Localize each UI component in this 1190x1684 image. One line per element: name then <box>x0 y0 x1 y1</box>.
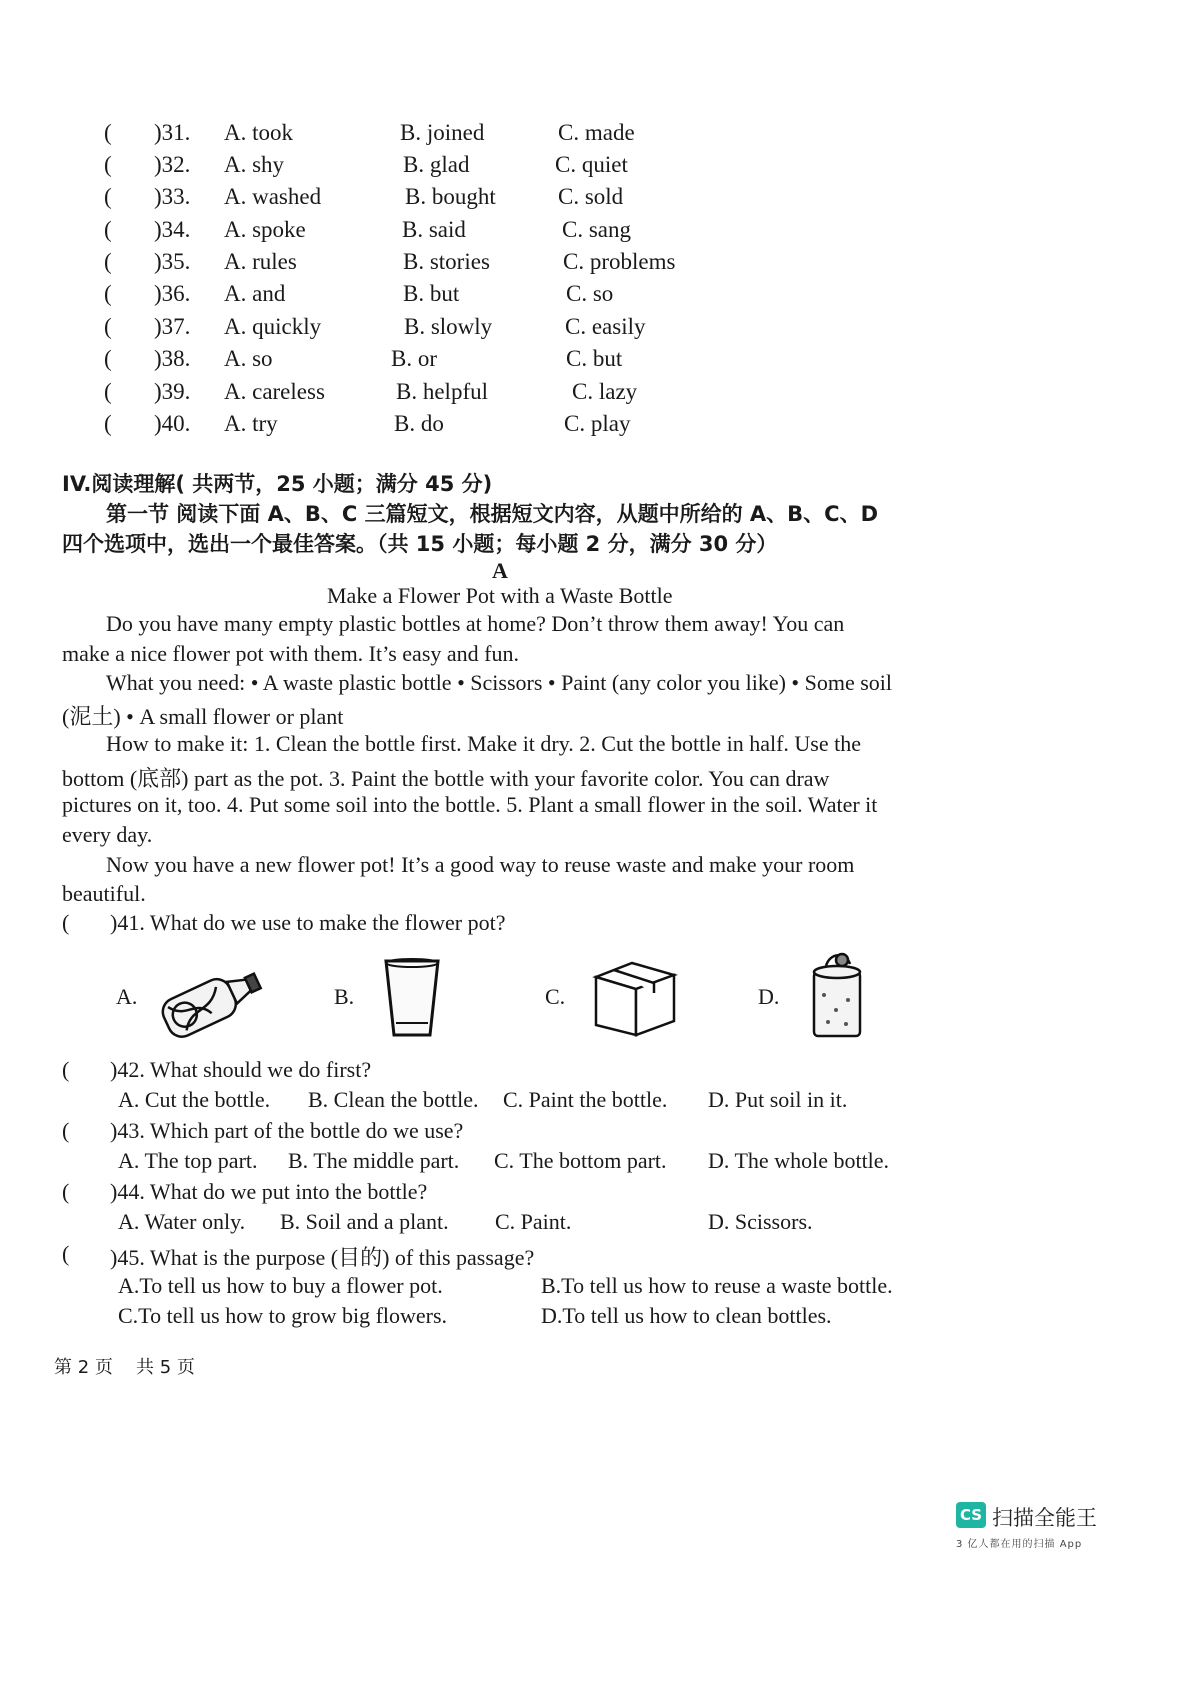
cloze-number: )38. <box>154 346 191 371</box>
cloze-option-b: B. helpful <box>396 379 488 404</box>
passage-p4-line2: beautiful. <box>62 881 146 906</box>
answer-paren-42[interactable]: ( <box>62 1057 70 1082</box>
cardboard-box-icon <box>592 955 678 1039</box>
answer-paren-44[interactable]: ( <box>62 1179 70 1204</box>
scanner-slogan: 3 亿人都在用的扫描 App <box>956 1539 1083 1550</box>
passage-p1-line2: make a nice flower pot with them. It’s easy and fun. <box>62 641 519 666</box>
q41-option-a-label: A. <box>116 984 138 1009</box>
cloze-option-b: B. slowly <box>404 314 493 339</box>
answer-paren-37[interactable]: ( <box>104 314 112 339</box>
passage-p1-line1: Do you have many empty plastic bottles at home? Don’t throw them away! You can <box>106 611 845 636</box>
q44-option-a: A. Water only. <box>118 1209 246 1234</box>
passage-title: Make a Flower Pot with a Waste Bottle <box>327 583 673 608</box>
passage-p3-line3: pictures on it, too. 4. Put some soil into the bottle. 5. Plant a small flower in the soil. Water it <box>62 792 878 817</box>
q45-option-b: B.To tell us how to reuse a waste bottle. <box>541 1273 893 1298</box>
part1-instruction-line2: 四个选项中，选出一个最佳答案。（共 15 小题；每小题 2 分，满分 30 分） <box>62 532 778 556</box>
question-45: )45. What is the purpose (目的) of this passage? <box>110 1245 535 1270</box>
cloze-option-c: C. so <box>566 281 614 306</box>
cloze-number: )39. <box>154 379 191 404</box>
cloze-option-b: B. said <box>402 217 466 242</box>
cloze-option-a: A. and <box>224 281 286 306</box>
answer-paren-39[interactable]: ( <box>104 379 112 404</box>
cloze-option-a: A. careless <box>224 379 325 404</box>
cloze-number: )37. <box>154 314 191 339</box>
cloze-option-c: C. problems <box>563 249 676 274</box>
answer-paren-33[interactable]: ( <box>104 184 112 209</box>
footer-page-number: 第 2 页 <box>54 1357 113 1378</box>
q41-option-c-label: C. <box>545 984 566 1009</box>
plastic-bottle-icon <box>152 952 272 1052</box>
cloze-option-a: A. quickly <box>224 314 322 339</box>
q43-option-d: D. The whole bottle. <box>708 1148 890 1173</box>
part1-instruction-line1: 第一节 阅读下面 A、B、C 三篇短文，根据短文内容，从题中所给的 A、B、C、D <box>106 502 879 526</box>
cloze-option-a: A. shy <box>224 152 285 177</box>
cloze-option-a: A. rules <box>224 249 297 274</box>
cloze-option-b: B. or <box>391 346 437 371</box>
q44-option-c: C. Paint. <box>495 1209 572 1234</box>
question-42: )42. What should we do first? <box>110 1057 372 1082</box>
section-title: IV.阅读理解( 共两节，25 小题；满分 45 分) <box>62 472 493 496</box>
cloze-number: )31. <box>154 120 191 145</box>
passage-p3-line4: every day. <box>62 822 153 847</box>
cloze-number: )33. <box>154 184 191 209</box>
cloze-option-a: A. washed <box>224 184 322 209</box>
cloze-option-b: B. joined <box>400 120 485 145</box>
answer-paren-32[interactable]: ( <box>104 152 112 177</box>
cloze-option-c: C. but <box>566 346 623 371</box>
footer-total-pages: 共 5 页 <box>136 1357 195 1378</box>
answer-paren-41[interactable]: ( <box>62 910 70 935</box>
passage-letter: A <box>492 558 508 583</box>
cloze-option-b: B. do <box>394 411 444 436</box>
cloze-option-b: B. glad <box>403 152 470 177</box>
q45-option-c: C.To tell us how to grow big flowers. <box>118 1303 448 1328</box>
q44-option-d: D. Scissors. <box>708 1209 813 1234</box>
cloze-number: )34. <box>154 217 191 242</box>
question-41: )41. What do we use to make the flower pot? <box>110 910 506 935</box>
q42-option-b: B. Clean the bottle. <box>308 1087 479 1112</box>
q42-option-a: A. Cut the bottle. <box>118 1087 271 1112</box>
cloze-option-c: C. made <box>558 120 635 145</box>
answer-paren-36[interactable]: ( <box>104 281 112 306</box>
cloze-number: )36. <box>154 281 191 306</box>
cloze-option-b: B. but <box>403 281 460 306</box>
answer-paren-38[interactable]: ( <box>104 346 112 371</box>
question-43: )43. Which part of the bottle do we use? <box>110 1118 464 1143</box>
passage-p4-line1: Now you have a new flower pot! It’s a good way to reuse waste and make your room <box>106 852 855 877</box>
answer-paren-34[interactable]: ( <box>104 217 112 242</box>
cloze-option-c: C. play <box>564 411 631 436</box>
passage-p3-line1: How to make it: 1. Clean the bottle first. Make it dry. 2. Cut the bottle in half. Use the <box>106 731 861 756</box>
q42-option-c: C. Paint the bottle. <box>503 1087 668 1112</box>
q41-option-b-label: B. <box>334 984 355 1009</box>
cloze-option-a: A. so <box>224 346 273 371</box>
cloze-option-c: C. sold <box>558 184 624 209</box>
tin-can-icon <box>806 950 868 1042</box>
q41-option-d-label: D. <box>758 984 780 1009</box>
answer-paren-31[interactable]: ( <box>104 120 112 145</box>
q44-option-b: B. Soil and a plant. <box>280 1209 449 1234</box>
passage-p2-line1: What you need: • A waste plastic bottle • Scissors • Paint (any color you like) • Some soil <box>106 670 893 695</box>
answer-paren-40[interactable]: ( <box>104 411 112 436</box>
answer-paren-35[interactable]: ( <box>104 249 112 274</box>
cloze-option-b: B. bought <box>405 184 496 209</box>
q43-option-b: B. The middle part. <box>288 1148 460 1173</box>
cloze-option-a: A. try <box>224 411 278 436</box>
cloze-option-c: C. easily <box>565 314 646 339</box>
q45-option-d: D.To tell us how to clean bottles. <box>541 1303 832 1328</box>
answer-paren-43[interactable]: ( <box>62 1118 70 1143</box>
q42-option-d: D. Put soil in it. <box>708 1087 848 1112</box>
cloze-number: )35. <box>154 249 191 274</box>
cloze-option-b: B. stories <box>403 249 490 274</box>
q45-option-a: A.To tell us how to buy a flower pot. <box>118 1273 443 1298</box>
passage-p3-line2: bottom (底部) part as the pot. 3. Paint the bottle with your favorite color. You can draw <box>62 766 830 791</box>
question-44: )44. What do we put into the bottle? <box>110 1179 428 1204</box>
scanner-brand-name: 扫描全能王 <box>992 1506 1097 1530</box>
cloze-option-c: C. quiet <box>555 152 628 177</box>
cloze-option-c: C. lazy <box>572 379 638 404</box>
glass-cup-icon <box>380 955 444 1041</box>
q43-option-c: C. The bottom part. <box>494 1148 667 1173</box>
q43-option-a: A. The top part. <box>118 1148 258 1173</box>
cloze-number: )40. <box>154 411 191 436</box>
answer-paren-45[interactable]: ( <box>62 1241 70 1266</box>
cloze-number: )32. <box>154 152 191 177</box>
cloze-option-c: C. sang <box>562 217 631 242</box>
passage-p2-line2: (泥土) • A small flower or plant <box>62 704 344 729</box>
cloze-option-a: A. took <box>224 120 293 145</box>
scanner-logo-badge: CS <box>956 1502 986 1528</box>
cloze-option-a: A. spoke <box>224 217 306 242</box>
